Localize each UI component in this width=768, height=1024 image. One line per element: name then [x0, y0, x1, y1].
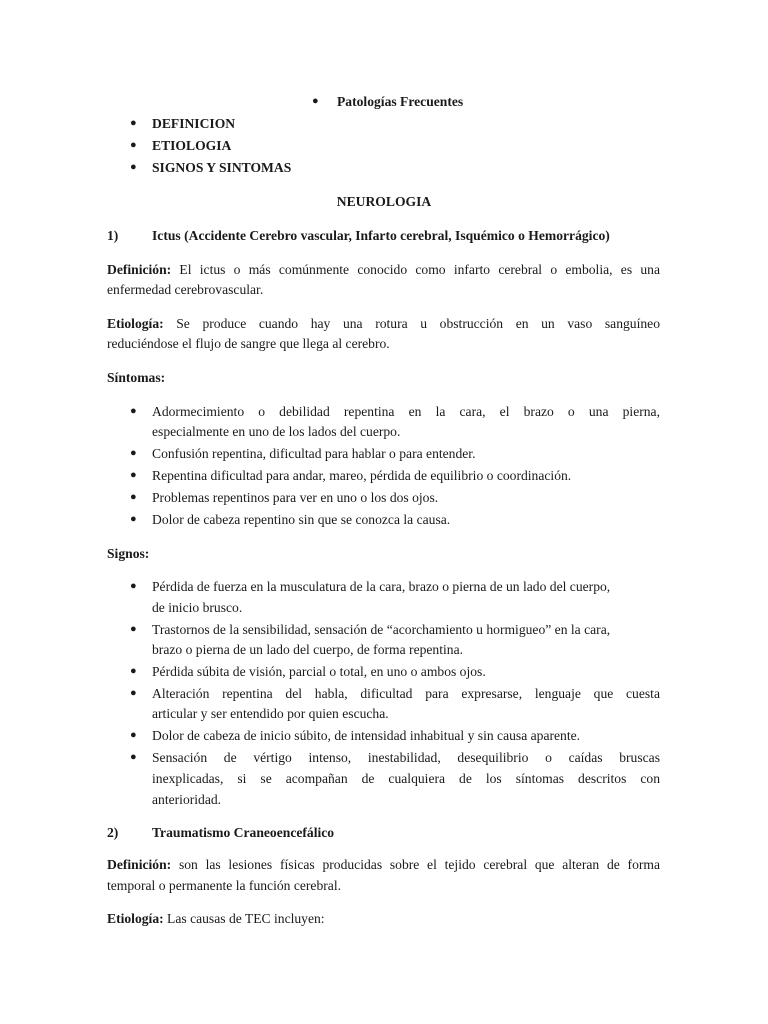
bullet-icon: ●	[130, 469, 137, 481]
topic1-definition-cont: enfermedad cerebrovascular.	[107, 282, 264, 297]
bullet-icon: ●	[130, 513, 137, 525]
sign-item: Pérdida súbita de visión, parcial o total, en uno o ambos ojos.	[152, 664, 486, 679]
section-title: NEUROLOGIA	[336, 194, 432, 209]
topic1-etiology	[107, 313, 660, 334]
bullet-icon: ●	[130, 580, 137, 592]
etiology-text: Las causas de TEC incluyen:	[163, 911, 325, 926]
bullet-icon: ●	[130, 139, 137, 151]
symptom-item: Adormecimiento o debilidad repentina en la cara, el brazo o una pierna,	[152, 404, 660, 419]
sign-item-cont: articular y ser entendido por quien escucha.	[152, 706, 389, 721]
symptom-item: Confusión repentina, dificultad para hablar o para entender.	[152, 446, 476, 461]
bullet-icon: ●	[130, 687, 137, 699]
topic1-etiology-cont: reduciéndose el flujo de sangre que llega al cerebro.	[107, 336, 390, 351]
symptom-item: Problemas repentinos para ver en uno o los dos ojos.	[152, 490, 439, 505]
topic1-definition	[107, 259, 660, 280]
topic2-number: 2)	[107, 825, 119, 840]
sign-item-cont: anterioridad.	[152, 792, 222, 807]
symptom-item-cont: especialmente en uno de los lados del cuerpo.	[152, 424, 401, 439]
definition-text: El ictus o más comúnmente conocido como infarto cerebral o embolia, es una	[171, 262, 660, 277]
definition-text: son las lesiones físicas producidas sobre el tejido cerebral que alteran de forma	[171, 857, 660, 872]
bullet-icon: ●	[130, 117, 137, 129]
topic2-etiology	[107, 908, 660, 929]
sign-item: Sensación de vértigo intenso, inestabilidad, desequilibrio o caídas bruscas	[152, 750, 660, 765]
bullet-icon: ●	[130, 405, 137, 417]
sign-item: Dolor de cabeza de inicio súbito, de intensidad inhabitual y sin causa aparente.	[152, 728, 581, 743]
symptoms-label: Síntomas:	[107, 370, 166, 385]
list-item-patologias: Patologías Frecuentes	[337, 94, 464, 109]
sign-item: Trastornos de la sensibilidad, sensación de “acorchamiento u hormigueo” en la cara,	[152, 622, 611, 637]
topic2-definition-cont: temporal o permanente la función cerebral.	[107, 878, 342, 893]
bullet-icon: ●	[130, 447, 137, 459]
bullet-icon: ●	[130, 751, 137, 763]
symptom-item: Repentina dificultad para andar, mareo, pérdida de equilibrio o coordinación.	[152, 468, 572, 483]
sign-item-cont: de inicio brusco.	[152, 600, 243, 615]
topic2-definition	[107, 854, 660, 875]
definition-label: Definición:	[107, 262, 172, 277]
topic2-title: Traumatismo Craneoencefálico	[152, 825, 335, 840]
sign-item-cont: inexplicadas, si se acompañan de cualquiera de los síntomas descritos con	[152, 771, 660, 786]
list-item-signos-sintomas: SIGNOS Y SINTOMAS	[152, 160, 292, 175]
bullet-icon: ●	[130, 161, 137, 173]
etiology-label: Etiología:	[107, 911, 164, 926]
etiology-text: Se produce cuando hay una rotura u obstrucción en un vaso sanguíneo	[163, 316, 660, 331]
bullet-icon: ●	[130, 729, 137, 741]
bullet-icon: ●	[130, 665, 137, 677]
definition-label: Definición:	[107, 857, 172, 872]
bullet-icon: ●	[130, 623, 137, 635]
list-item-etiologia: ETIOLOGIA	[152, 138, 232, 153]
bullet-icon: ●	[312, 95, 319, 107]
etiology-label: Etiología:	[107, 316, 164, 331]
signs-label: Signos:	[107, 546, 150, 561]
topic1-number: 1)	[107, 228, 119, 243]
sign-item: Pérdida de fuerza en la musculatura de la cara, brazo o pierna de un lado del cuerpo,	[152, 579, 611, 594]
symptom-item: Dolor de cabeza repentino sin que se conozca la causa.	[152, 512, 451, 527]
sign-item: Alteración repentina del habla, dificultad para expresarse, lenguaje que cuesta	[152, 686, 660, 701]
list-item-definicion: DEFINICION	[152, 116, 236, 131]
topic1-title: Ictus (Accidente Cerebro vascular, Infarto cerebral, Isquémico o Hemorrágico)	[152, 228, 610, 243]
bullet-icon: ●	[130, 491, 137, 503]
sign-item-cont: brazo o pierna de un lado del cuerpo, de forma repentina.	[152, 642, 464, 657]
